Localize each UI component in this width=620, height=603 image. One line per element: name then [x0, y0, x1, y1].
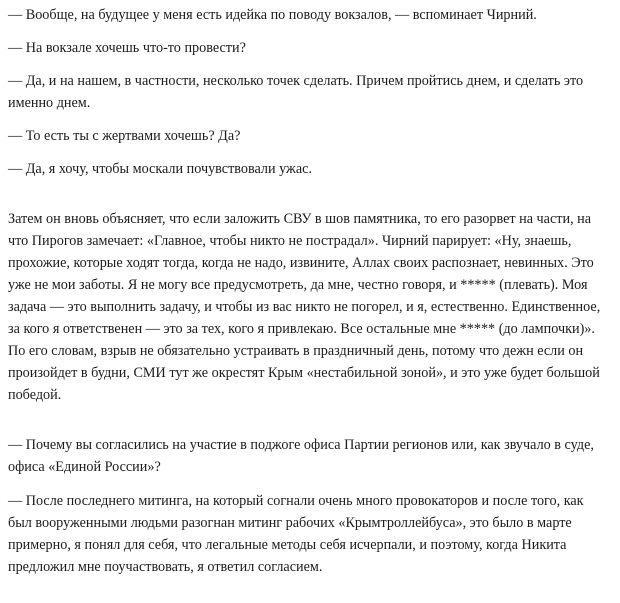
dialogue-line: — На вокзале хочешь что-то провести?	[8, 40, 246, 56]
dialogue-line: — Вообще, на будущее у меня есть идейка по поводу вокзалов, — вспоминает Чирний.	[8, 7, 537, 23]
dialogue-line: — То есть ты с жертвами хочешь? Да?	[8, 128, 241, 144]
interview-question: — Почему вы согласились на участие в поджоге офиса Партии регионов или, как звучало в суде, офиса «Единой России»?	[8, 437, 594, 475]
narrative-paragraph: Затем он вновь объясняет, что если заложить СВУ в шов памятника, то его разорвет на части, на что Пирогов замечает: «Главное, чтобы никто не пострадал». Чирний парирует: «Ну, знаешь, прохожие, которые ходят тогда, когда не надо, извините, Аллах своих распознает, невинных. Это уже не мои заботы. Я не могу все предусмотреть, да мне, честно говоря, и ***** (плевать). Моя задача — это выполнить задачу, и чтобы из вас никто не погорел, и я, естественно. Единственное, за кого я ответственен — это за тех, кого я привлекаю. Все остальные мне ***** (до лампочки)». По его словам, взрыв не обязательно устраивать в праздничный день, потому что дежн если он произойдет в будни, СМИ тут же окрестят Крым «нестабильной зоной», и это уже будет большой победой.	[8, 211, 601, 403]
interview-answer: — После последнего митинга, на который согнали очень много провокаторов и после того, как был вооруженными людьми разогнан митинг рабочих «Крымтроллейбуса», это было в марте примерно, я понял для себя, что легальные методы себя исчерпали, и поэтому, когда Никита предложил мне поучаствовать, я ответил согласием.	[8, 493, 584, 575]
dialogue-line: — Да, я хочу, чтобы москали почувствовали ужас.	[8, 161, 312, 177]
dialogue-line: — Да, и на нашем, в частности, несколько точек сделать. Причем пройтись днем, и сделать это именно днем.	[8, 73, 584, 111]
